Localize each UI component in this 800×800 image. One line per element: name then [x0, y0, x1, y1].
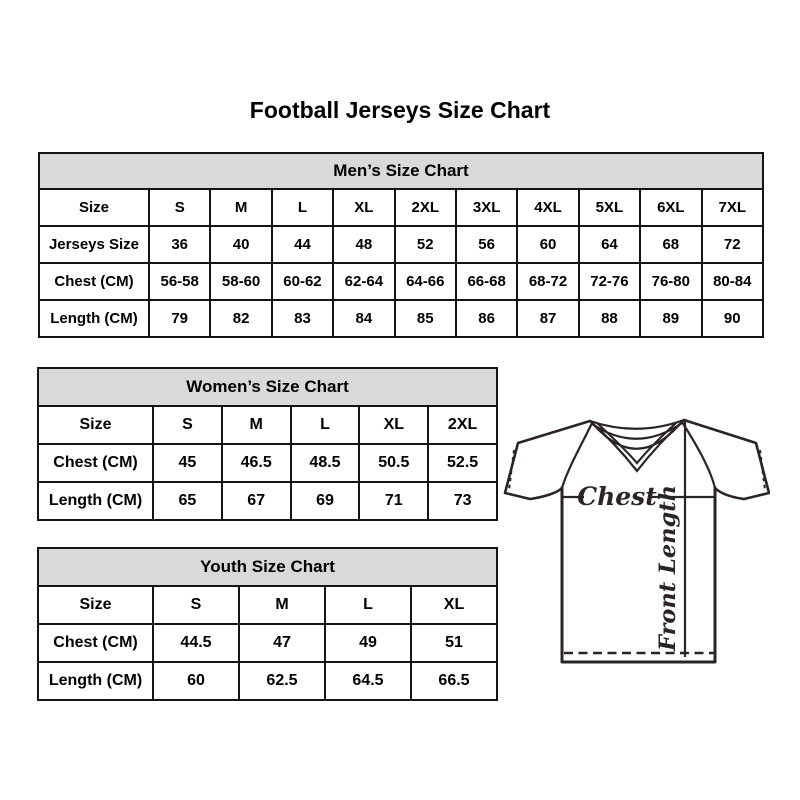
value-cell: 44 — [272, 226, 333, 263]
youth-table-header-row — [38, 548, 497, 586]
youth-size-table — [37, 547, 498, 701]
value-cell: 58-60 — [210, 263, 271, 300]
value-cell: 60 — [517, 226, 578, 263]
youth-table-row — [38, 586, 497, 624]
row-label-cell: Chest (CM) — [39, 263, 149, 300]
value-cell: 72-76 — [579, 263, 640, 300]
value-cell: 36 — [149, 226, 210, 263]
womens-size-chart — [37, 367, 498, 521]
value-cell: 73 — [428, 482, 497, 520]
value-cell: 7XL — [702, 189, 763, 226]
collar-icon — [590, 420, 684, 471]
value-cell: 48 — [333, 226, 394, 263]
value-cell: 68 — [640, 226, 701, 263]
men-table-row — [39, 300, 763, 337]
value-cell: 3XL — [456, 189, 517, 226]
value-cell: M — [239, 586, 325, 624]
value-cell: 47 — [239, 624, 325, 662]
page-title: Football Jerseys Size Chart — [249, 97, 551, 123]
value-cell: 84 — [333, 300, 394, 337]
value-cell: 76-80 — [640, 263, 701, 300]
value-cell: 64.5 — [325, 662, 411, 700]
value-cell: 86 — [456, 300, 517, 337]
row-label-cell: Length (CM) — [38, 662, 153, 700]
row-label-cell: Size — [38, 406, 153, 444]
youth-size-chart — [37, 547, 498, 701]
value-cell: 82 — [210, 300, 271, 337]
value-cell: S — [153, 586, 239, 624]
womens-table-title: Women’s Size Chart — [38, 368, 497, 406]
women-table-row — [38, 482, 497, 520]
youth-table-row — [38, 624, 497, 662]
front-length-label: Front Length — [655, 484, 681, 652]
value-cell: 52 — [395, 226, 456, 263]
value-cell: 72 — [702, 226, 763, 263]
value-cell: 2XL — [395, 189, 456, 226]
value-cell: 51 — [411, 624, 497, 662]
womens-table-header-row — [38, 368, 497, 406]
row-label-cell: Chest (CM) — [38, 444, 153, 482]
men-table-row — [39, 226, 763, 263]
value-cell: 48.5 — [291, 444, 360, 482]
value-cell: 56 — [456, 226, 517, 263]
value-cell: 2XL — [428, 406, 497, 444]
value-cell: 56-58 — [149, 263, 210, 300]
value-cell: 46.5 — [222, 444, 291, 482]
row-label-cell: Length (CM) — [39, 300, 149, 337]
value-cell: 40 — [210, 226, 271, 263]
value-cell: 71 — [359, 482, 428, 520]
mens-size-table — [38, 152, 764, 338]
jersey-measurement-diagram-icon — [500, 410, 770, 670]
value-cell: 66-68 — [456, 263, 517, 300]
value-cell: 67 — [222, 482, 291, 520]
value-cell: 83 — [272, 300, 333, 337]
value-cell: L — [272, 189, 333, 226]
value-cell: L — [291, 406, 360, 444]
value-cell: 65 — [153, 482, 222, 520]
womens-size-table — [37, 367, 498, 521]
value-cell: 60-62 — [272, 263, 333, 300]
mens-table-title: Men’s Size Chart — [39, 153, 763, 189]
jersey-outline — [505, 420, 769, 662]
value-cell: S — [149, 189, 210, 226]
value-cell: 64-66 — [395, 263, 456, 300]
men-table-row — [39, 189, 763, 226]
row-label-cell: Chest (CM) — [38, 624, 153, 662]
row-label-cell: Jerseys Size — [39, 226, 149, 263]
value-cell: 5XL — [579, 189, 640, 226]
value-cell: 88 — [579, 300, 640, 337]
value-cell: 85 — [395, 300, 456, 337]
value-cell: XL — [359, 406, 428, 444]
mens-table-header-row — [39, 153, 763, 189]
women-table-row — [38, 444, 497, 482]
value-cell: 69 — [291, 482, 360, 520]
value-cell: 87 — [517, 300, 578, 337]
youth-table-title: Youth Size Chart — [38, 548, 497, 586]
value-cell: 68-72 — [517, 263, 578, 300]
value-cell: 60 — [153, 662, 239, 700]
value-cell: 49 — [325, 624, 411, 662]
men-table-row — [39, 263, 763, 300]
value-cell: 80-84 — [702, 263, 763, 300]
value-cell: 52.5 — [428, 444, 497, 482]
value-cell: 89 — [640, 300, 701, 337]
value-cell: L — [325, 586, 411, 624]
value-cell: XL — [333, 189, 394, 226]
value-cell: M — [222, 406, 291, 444]
value-cell: M — [210, 189, 271, 226]
value-cell: 6XL — [640, 189, 701, 226]
row-label-cell: Size — [38, 586, 153, 624]
mens-size-chart — [38, 152, 764, 338]
value-cell: 90 — [702, 300, 763, 337]
value-cell: 45 — [153, 444, 222, 482]
value-cell: 66.5 — [411, 662, 497, 700]
value-cell: 62.5 — [239, 662, 325, 700]
value-cell: 4XL — [517, 189, 578, 226]
value-cell: XL — [411, 586, 497, 624]
chest-label: Chest — [577, 482, 657, 511]
value-cell: S — [153, 406, 222, 444]
value-cell: 64 — [579, 226, 640, 263]
value-cell: 79 — [149, 300, 210, 337]
row-label-cell: Size — [39, 189, 149, 226]
youth-table-row — [38, 662, 497, 700]
row-label-cell: Length (CM) — [38, 482, 153, 520]
value-cell: 62-64 — [333, 263, 394, 300]
women-table-row — [38, 406, 497, 444]
value-cell: 50.5 — [359, 444, 428, 482]
value-cell: 44.5 — [153, 624, 239, 662]
